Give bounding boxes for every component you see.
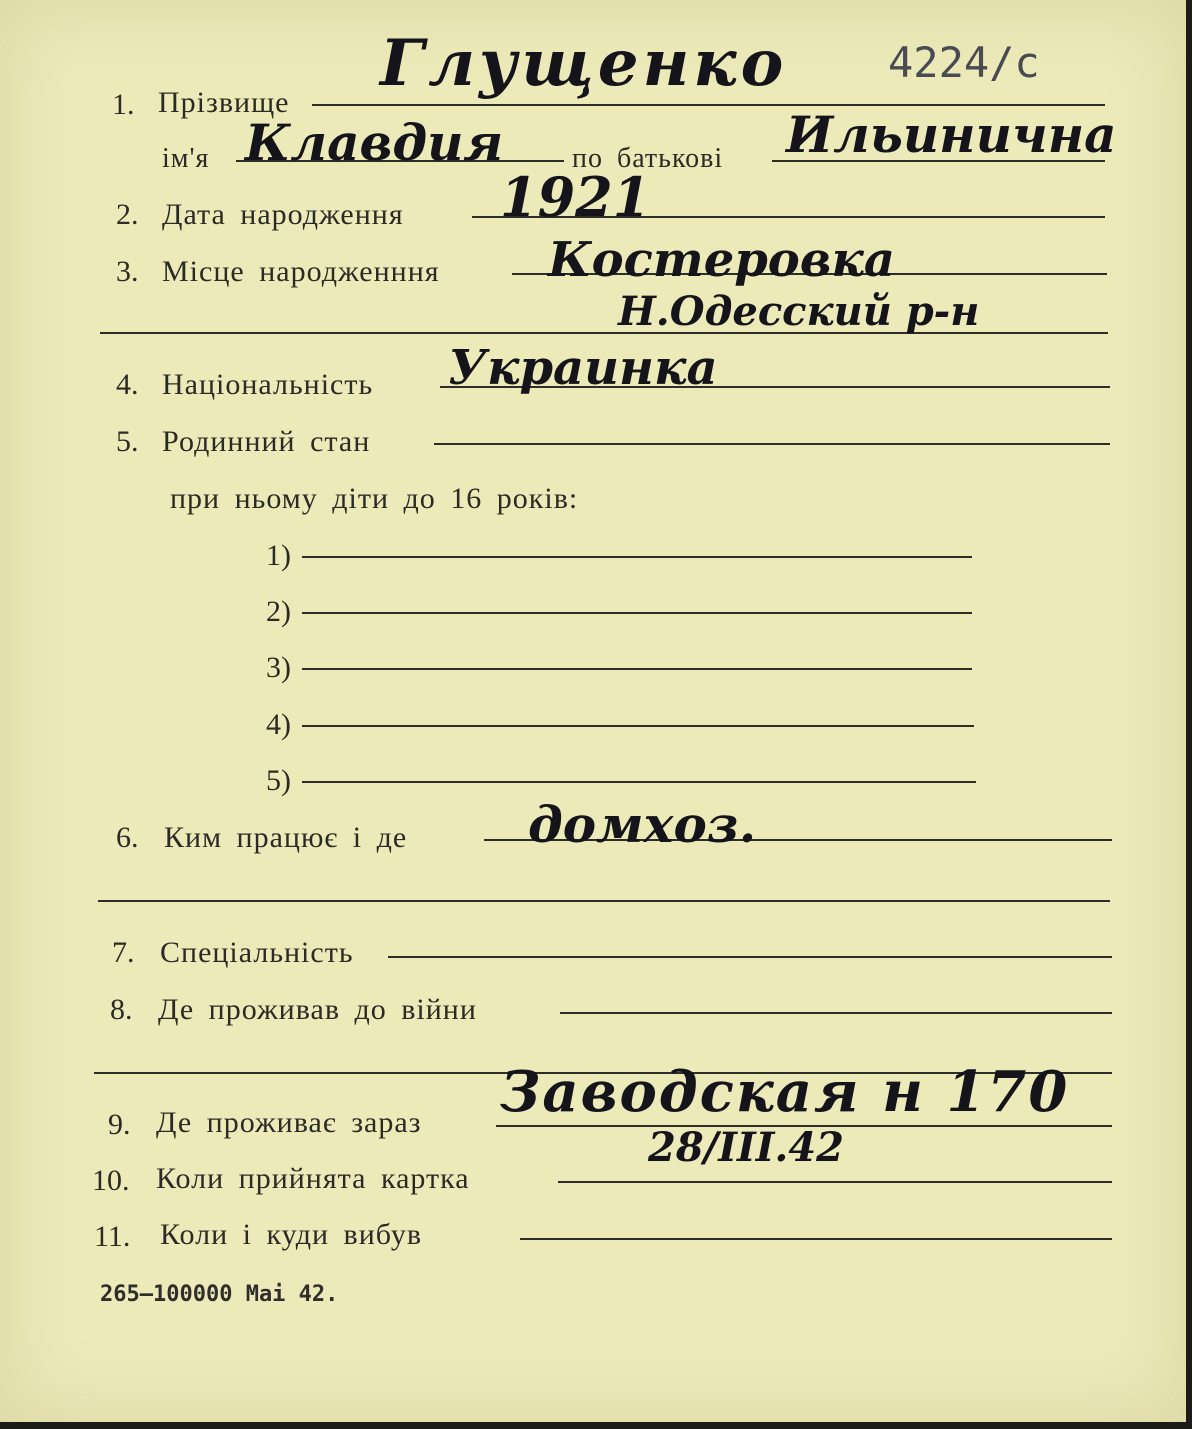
card-number: 4224/с — [888, 38, 1040, 87]
label-current-residence: Де проживає зараз — [156, 1106, 422, 1139]
handwritten-birthplace-2: Н.Одесский р-н — [618, 288, 980, 335]
field-number: 3. — [116, 255, 139, 288]
field-number: 10. — [92, 1164, 130, 1197]
departure-line — [520, 1238, 1112, 1240]
label-family-status: Родинний стан — [162, 425, 371, 458]
child-line — [302, 556, 972, 558]
label-birthplace: Місце народженння — [162, 255, 440, 288]
print-code: 265—100000 Mai 42. — [100, 1282, 339, 1307]
handwritten-patronymic: Ильинична — [786, 105, 1117, 164]
label-work: Ким працює і де — [164, 821, 408, 854]
handwritten-birthplace-1: Костеровка — [548, 232, 895, 288]
family-status-line — [434, 443, 1110, 445]
field-number: 6. — [116, 821, 139, 854]
label-birth-date: Дата народження — [162, 198, 404, 231]
label-departure: Коли і куди вибув — [160, 1218, 423, 1251]
label-nationality: Національність — [162, 368, 374, 401]
handwritten-nationality: Украинка — [448, 340, 718, 396]
handwritten-first-name: Клавдия — [245, 113, 504, 172]
handwritten-birth-year: 1921 — [500, 165, 651, 229]
field-number: 4. — [116, 368, 139, 401]
field-number: 9. — [108, 1108, 131, 1141]
work-line-2 — [98, 900, 1110, 902]
field-number: 7. — [112, 936, 135, 969]
specialty-line — [388, 956, 1112, 958]
handwritten-work: домхоз. — [528, 795, 757, 854]
child-line — [302, 668, 972, 670]
field-number: 5. — [116, 425, 139, 458]
child-line — [302, 612, 972, 614]
field-number: 11. — [94, 1220, 131, 1253]
child-number: 4) — [266, 708, 291, 741]
label-specialty: Спеціальність — [160, 936, 354, 969]
prewar-residence-line — [560, 1012, 1112, 1014]
child-number: 3) — [266, 651, 291, 684]
label-surname: Прізвище — [158, 86, 290, 119]
child-line — [302, 725, 974, 727]
label-card-date: Коли прийнята картка — [156, 1162, 470, 1195]
child-line — [302, 781, 976, 783]
handwritten-current-address: Заводская н 170 — [500, 1059, 1070, 1125]
card-date-line — [558, 1181, 1112, 1183]
field-number: 2. — [116, 198, 139, 231]
field-number: 1. — [112, 88, 135, 121]
child-number: 2) — [266, 595, 291, 628]
label-prewar-residence: Де проживав до війни — [158, 993, 477, 1026]
child-number: 5) — [266, 764, 291, 797]
child-number: 1) — [266, 539, 291, 572]
label-first-name: ім'я — [162, 143, 210, 174]
label-patronymic: по батькові — [572, 143, 724, 174]
field-number: 8. — [110, 993, 133, 1026]
handwritten-surname: Глущенко — [380, 26, 788, 101]
handwritten-card-date: 28/III.42 — [648, 1124, 844, 1171]
label-children: при ньому діти до 16 років: — [170, 482, 579, 515]
